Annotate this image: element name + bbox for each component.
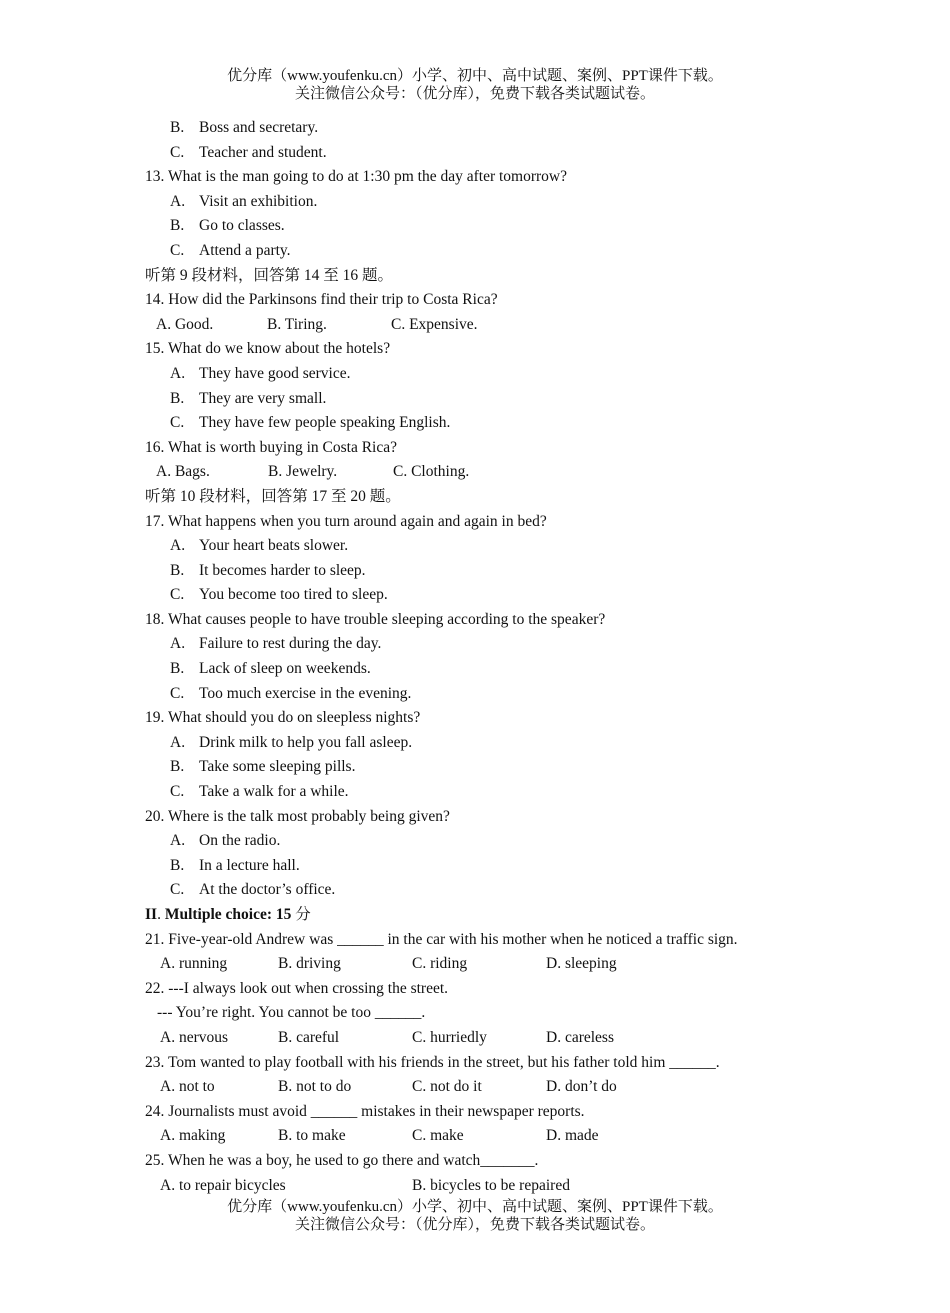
q25-option-b: B. bicycles to be repaired [412,1176,570,1194]
q14-option-c: C. Expensive. [391,315,478,333]
q19-option-a [145,731,845,756]
option-letter: A. [170,733,186,751]
option-letter: C. [170,881,185,899]
q13-option-b [145,214,845,239]
q21-option-a: A. running [160,955,228,973]
section-10-instruction: 听第 10 段材料，回答第 17 至 20 题。 [145,487,401,505]
option-text: They are very small. [199,389,327,407]
q16-option-b: B. Jewelry. [268,463,338,481]
option-text: Drink milk to help you fall asleep. [199,733,413,751]
option-letter: B. [170,856,185,874]
q13-stem: 13. What is the man going to do at 1:30 pm the day after tomorrow? [145,168,567,186]
option-text: Teacher and student. [199,143,327,161]
q18-option-a [145,632,845,657]
option-text: In a lecture hall. [199,856,300,874]
part-2-separator: . [157,906,161,923]
option-text: Take some sleeping pills. [199,758,356,776]
footer-line-2: 关注微信公众号：（优分库），免费下载各类试题试卷。 [294,1217,655,1233]
q22-reply: --- You’re right. You cannot be too ______. [157,1004,426,1022]
q17-stem: 17. What happens when you turn around again and again in bed? [145,512,547,530]
q24-option-b: B. to make [278,1127,346,1145]
option-letter: A. [170,192,186,210]
q18-option-b [145,657,845,682]
q23-options [145,1075,845,1100]
q21-option-c: C. riding [412,955,468,973]
q16-stem: 16. What is worth buying in Costa Rica? [145,438,397,456]
q21-option-b: B. driving [278,955,341,973]
option-letter: B. [170,660,185,678]
q24-option-c: C. make [412,1127,464,1145]
q25-options [145,1174,845,1199]
q23-option-b: B. not to do [278,1078,352,1096]
option-text: At the doctor’s office. [199,881,336,899]
option-letter: C. [170,684,185,702]
option-text: They have few people speaking English. [199,414,451,432]
q12-option-b [145,116,845,141]
q22-options [145,1026,845,1051]
option-text: It becomes harder to sleep. [199,561,366,579]
part-2-score: 15 [275,906,292,923]
q13-option-c [145,239,845,264]
q25-stem: 25. When he was a boy, he used to go there and watch_______. [145,1151,539,1169]
option-letter: A. [170,537,186,555]
option-text: Visit an exhibition. [199,192,318,210]
option-text: Attend a party. [199,241,291,259]
q24-stem: 24. Journalists must avoid ______ mistakes in their newspaper reports. [145,1102,585,1120]
q21-stem: 21. Five-year-old Andrew was ______ in the car with his mother when he noticed a traffic sign. [145,930,738,948]
option-text: On the radio. [199,832,281,850]
exam-content [145,116,845,1198]
header-line-2: 关注微信公众号：（优分库），免费下载各类试题试卷。 [294,86,655,102]
q16-option-c: C. Clothing. [393,463,470,481]
q20-option-b [145,854,845,879]
q14-stem: 14. How did the Parkinsons find their trip to Costa Rica? [145,291,498,309]
option-letter: C. [170,783,185,801]
option-text: Your heart beats slower. [199,537,349,555]
q20-option-a [145,829,845,854]
part-2-heading [145,903,845,928]
q22-option-a: A. nervous [160,1028,229,1046]
option-text: They have good service. [199,364,351,382]
option-letter: C. [170,414,185,432]
q17-option-a [145,534,845,559]
option-letter: A. [170,832,186,850]
q14-option-a: A. Good. [156,315,214,333]
q18-option-c [145,682,845,707]
q24-options [145,1124,845,1149]
q15-option-c [145,411,845,436]
option-text: Take a walk for a while. [199,783,349,801]
option-letter: C. [170,143,185,161]
part-2-numeral: II [145,906,158,923]
q15-option-a [145,362,845,387]
q23-stem: 23. Tom wanted to play football with his friends in the street, but his father told him ______. [145,1053,720,1071]
q24-option-a: A. making [160,1127,226,1145]
option-letter: B. [170,217,185,235]
option-letter: C. [170,586,185,604]
option-text: Go to classes. [199,217,285,235]
q24-option-d: D. made [546,1127,599,1145]
q22-option-b: B. careful [278,1028,340,1046]
option-letter: B. [170,758,185,776]
option-letter: A. [170,635,186,653]
q16-option-a: A. Bags. [156,463,210,481]
q17-option-b [145,559,845,584]
q14-options [145,313,845,338]
q22-stem: 22. ---I always look out when crossing the street. [145,979,449,997]
q15-stem: 15. What do we know about the hotels? [145,340,391,358]
q12-option-c [145,141,845,166]
option-text: Boss and secretary. [199,119,319,136]
q23-option-a: A. not to [160,1078,215,1096]
q25-option-a: A. to repair bicycles [160,1176,286,1194]
part-2-unit: 分 [295,906,311,923]
q22-option-c: C. hurriedly [412,1028,487,1046]
q21-option-d: D. sleeping [546,955,617,973]
option-letter: C. [170,241,185,259]
footer-line-1: 优分库（www.youfenku.cn）小学、初中、高中试题、案例、PPT课件下载。 [227,1199,723,1215]
q14-option-b: B. Tiring. [267,315,327,333]
section-9-instruction: 听第 9 段材料，回答第 14 至 16 题。 [145,266,394,284]
q20-option-c [145,878,845,903]
header-line-1: 优分库（www.youfenku.cn）小学、初中、高中试题、案例、PPT课件下载。 [227,68,723,84]
q19-option-b [145,755,845,780]
q19-option-c [145,780,845,805]
q23-option-c: C. not do it [412,1078,482,1096]
option-letter: B. [170,389,185,407]
option-letter: A. [170,364,186,382]
q20-stem: 20. Where is the talk most probably being given? [145,807,450,825]
option-text: Failure to rest during the day. [199,635,382,653]
q17-option-c [145,583,845,608]
option-text: You become too tired to sleep. [199,586,388,604]
q22-option-d: D. careless [546,1028,614,1046]
page-footer [0,1198,950,1234]
q13-option-a [145,190,845,215]
q16-options [145,460,845,485]
part-2-title: Multiple choice: [164,906,273,923]
q18-stem: 18. What causes people to have trouble sleeping according to the speaker? [145,610,606,628]
q21-options [145,952,845,977]
page-header [0,67,950,103]
q23-option-d: D. don’t do [546,1078,617,1096]
option-letter: B. [170,561,185,579]
option-letter: B. [170,119,185,136]
option-text: Lack of sleep on weekends. [199,660,371,678]
q19-stem: 19. What should you do on sleepless nights? [145,709,421,727]
q15-option-b [145,387,845,412]
option-text: Too much exercise in the evening. [199,684,412,702]
